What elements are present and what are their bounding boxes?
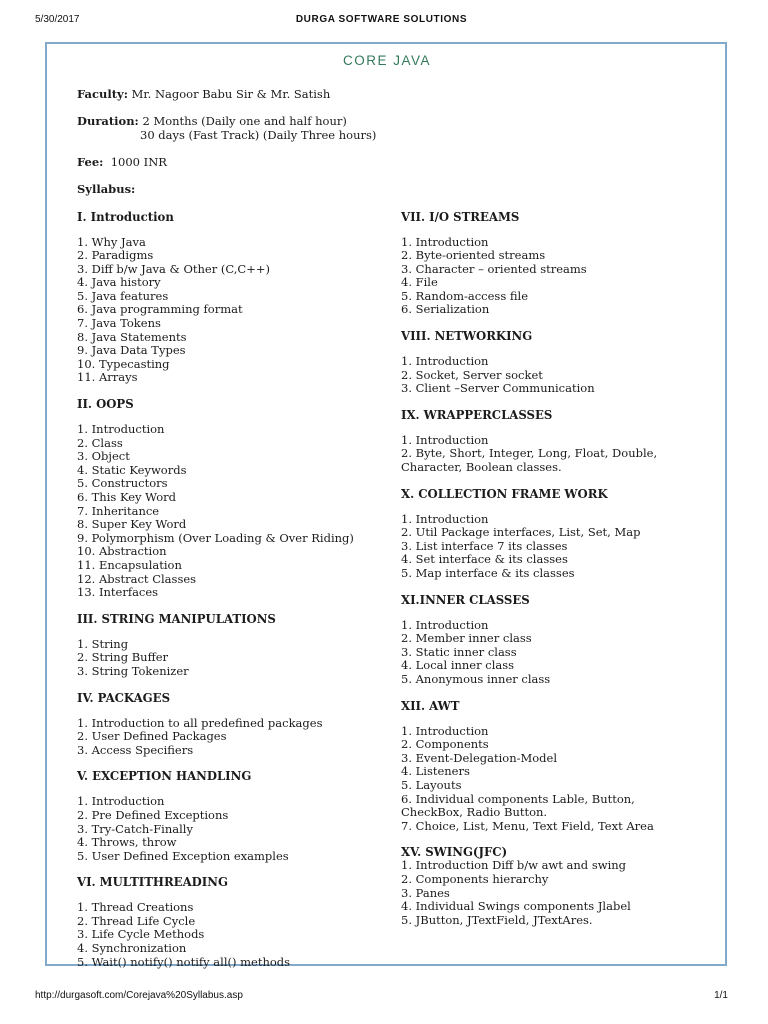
syllabus-item: 2. User Defined Packages [77, 729, 227, 744]
syllabus-section [401, 210, 697, 318]
syllabus-columns [77, 210, 697, 982]
section-items [77, 638, 399, 679]
syllabus-section [401, 408, 697, 475]
fee-line [77, 156, 697, 170]
duration-value-1: 2 Months (Daily one and half hour) [142, 114, 347, 128]
syllabus-item: 5. Map interface & its classes [401, 566, 575, 580]
syllabus-item: 2. Byte-oriented streams [401, 248, 546, 263]
section-items [401, 725, 697, 834]
syllabus-section [77, 691, 399, 758]
syllabus-item: 4. Listeners [401, 764, 470, 779]
section-heading: XII. AWT [401, 698, 460, 713]
syllabus-item: 5. Anonymous inner class [401, 671, 551, 686]
section-heading: IV. PACKAGES [77, 690, 171, 705]
duration-line-2: 30 days (Fast Track) (Daily Three hours) [140, 127, 377, 142]
duration-lines [77, 115, 697, 142]
syllabus-item: 4. Synchronization [77, 941, 187, 956]
print-header [35, 14, 728, 25]
syllabus-item: 3. Life Cycle Methods [77, 927, 205, 942]
syllabus-item: 3. Event-Delegation-Model [401, 750, 558, 765]
syllabus-item: 1. String [77, 636, 129, 651]
syllabus-item: 10. Abstraction [77, 544, 167, 559]
section-items [401, 859, 697, 927]
syllabus-item: 3. String Tokenizer [77, 663, 189, 678]
page-title: CORE JAVA [342, 53, 431, 68]
syllabus-item: 11. Arrays [77, 370, 138, 385]
syllabus-item: 2. Pre Defined Exceptions [77, 807, 229, 822]
section-items [401, 513, 697, 581]
syllabus-item: 2. Member inner class [401, 631, 532, 646]
syllabus-document-box [45, 42, 727, 969]
syllabus-section [401, 845, 697, 927]
section-items [77, 236, 399, 386]
syllabus-item: 4. Individual Swings components Jlabel [401, 899, 631, 914]
faculty-label: Faculty: [77, 87, 128, 101]
syllabus-item: 3. Try-Catch-Finally [77, 821, 193, 836]
section-items [77, 901, 399, 969]
syllabus-item: 5. Random-access file [401, 288, 529, 303]
duration-line-1 [77, 115, 697, 129]
syllabus-item: 5. Java features [77, 288, 169, 303]
syllabus-item: 8. Java Statements [77, 329, 187, 344]
syllabus-item: 6. Serialization [401, 302, 490, 317]
syllabus-item: 8. Super Key Word [77, 517, 187, 532]
syllabus-section [77, 397, 399, 600]
syllabus-item: 1. Introduction [401, 432, 489, 447]
syllabus-item: 1. Introduction to all predefined packages [77, 715, 323, 730]
syllabus-item: 6. Individual components Lable, Button, CheckBox, Radio Button. [401, 791, 635, 820]
syllabus-section [77, 612, 399, 679]
section-items [401, 355, 697, 396]
syllabus-item: 2. Byte, Short, Integer, Long, Float, Double, Character, Boolean classes. [401, 446, 658, 475]
fee-label: Fee: [77, 154, 104, 169]
section-heading: X. COLLECTION FRAME WORK [401, 486, 608, 501]
syllabus-item: 7. Inheritance [77, 503, 160, 518]
faculty-line [77, 88, 697, 102]
syllabus-item: 1. Introduction [401, 723, 489, 738]
section-items [401, 619, 697, 687]
syllabus-section [77, 769, 399, 863]
syllabus-item: 3. Object [77, 449, 130, 464]
section-items [401, 236, 697, 318]
syllabus-item: 4. Local inner class [401, 658, 515, 673]
site-title: DURGA SOFTWARE SOLUTIONS [295, 14, 468, 25]
syllabus-section [401, 593, 697, 687]
syllabus-item: 7. Choice, List, Menu, Text Field, Text Area [401, 818, 654, 833]
section-heading: I. Introduction [77, 209, 174, 224]
section-items [77, 717, 399, 758]
syllabus-item: 4. File [401, 275, 438, 290]
print-footer [35, 990, 728, 1001]
syllabus-item: 1. Introduction [77, 794, 165, 809]
syllabus-section [77, 210, 399, 386]
syllabus-section [401, 329, 697, 396]
syllabus-item: 6. This Key Word [77, 490, 177, 504]
syllabus-item: 12. Abstract Classes [77, 571, 197, 586]
syllabus-item: 5. Layouts [401, 777, 462, 792]
syllabus-item: 9. Polymorphism (Over Loading & Over Riding) [77, 530, 354, 545]
syllabus-item: 4. Java history [77, 275, 161, 290]
syllabus-item: 4. Set interface & its classes [401, 552, 568, 567]
page-number: 1/1 [714, 990, 728, 1001]
section-items [77, 423, 399, 600]
syllabus-item: 4. Throws, throw [77, 835, 177, 850]
section-heading: VII. I/O STREAMS [401, 209, 520, 224]
syllabus-item: 6. Java programming format [77, 302, 243, 317]
syllabus-item: 1. Thread Creations [77, 900, 194, 915]
syllabus-line [77, 183, 697, 197]
syllabus-item: 13. Interfaces [77, 585, 159, 600]
syllabus-item: 5. Constructors [77, 476, 168, 491]
section-heading: VIII. NETWORKING [401, 329, 533, 344]
section-heading: II. OOPS [77, 397, 134, 412]
fee-value: 1000 INR [110, 154, 167, 169]
syllabus-label: Syllabus: [77, 181, 136, 196]
syllabus-item: 2. Class [77, 435, 123, 450]
syllabus-item: 3. Access Specifiers [77, 742, 194, 757]
section-heading: III. STRING MANIPULATIONS [77, 611, 276, 626]
syllabus-item: 1. Introduction [401, 354, 489, 369]
syllabus-item: 10. Typecasting [77, 356, 170, 371]
syllabus-item: 11. Encapsulation [77, 557, 182, 572]
section-heading: XV. SWING(JFC) [401, 845, 508, 860]
syllabus-item: 3. Static inner class [401, 644, 517, 659]
syllabus-item: 9. Java Data Types [77, 343, 186, 358]
syllabus-item: 1. Introduction [401, 617, 489, 632]
syllabus-item: 5. User Defined Exception examples [77, 848, 289, 863]
section-heading: V. EXCEPTION HANDLING [77, 769, 252, 784]
syllabus-item: 4. Static Keywords [77, 462, 187, 477]
syllabus-item: 3. List interface 7 its classes [401, 538, 568, 553]
section-heading: IX. WRAPPERCLASSES [401, 407, 553, 422]
syllabus-item: 1. Why Java [77, 234, 146, 249]
section-heading: VI. MULTITHREADING [77, 875, 228, 890]
syllabus-section [401, 699, 697, 834]
syllabus-item: 2. String Buffer [77, 650, 169, 665]
section-heading: XI.INNER CLASSES [401, 592, 530, 607]
section-items [77, 795, 399, 863]
syllabus-item: 1. Introduction [401, 511, 489, 526]
duration-label: Duration: [77, 114, 139, 128]
syllabus-item: 5. Wait() notify() notify all() methods [77, 954, 291, 969]
syllabus-item: 1. Introduction Diff b/w awt and swing [401, 858, 627, 873]
syllabus-item: 3. Diff b/w Java & Other (C,C++) [77, 261, 270, 276]
course-meta [77, 88, 697, 196]
syllabus-column-left [77, 210, 399, 982]
syllabus-item: 2. Util Package interfaces, List, Set, Map [401, 525, 641, 540]
syllabus-section [77, 875, 399, 969]
source-url: http://durgasoft.com/Corejava%20Syllabus.asp [35, 990, 243, 1001]
syllabus-item: 5. JButton, JTextField, JTextAres. [401, 912, 593, 927]
syllabus-item: 2. Paradigms [77, 248, 154, 263]
syllabus-item: 2. Thread Life Cycle [77, 913, 196, 928]
print-date: 5/30/2017 [35, 14, 80, 25]
syllabus-section [401, 487, 697, 581]
syllabus-item: 7. Java Tokens [77, 316, 161, 331]
syllabus-item: 3. Client –Server Communication [401, 381, 595, 396]
syllabus-item: 1. Introduction [401, 234, 489, 249]
syllabus-item: 3. Character – oriented streams [401, 261, 587, 276]
syllabus-item: 2. Components hierarchy [401, 871, 549, 886]
section-items [401, 434, 697, 475]
faculty-value: Mr. Nagoor Babu Sir & Mr. Satish [131, 87, 331, 101]
syllabus-item: 2. Components [401, 737, 489, 752]
syllabus-item: 3. Panes [401, 885, 450, 900]
syllabus-item: 1. Introduction [77, 422, 165, 437]
syllabus-column-right [401, 210, 697, 982]
syllabus-item: 2. Socket, Server socket [401, 367, 543, 382]
